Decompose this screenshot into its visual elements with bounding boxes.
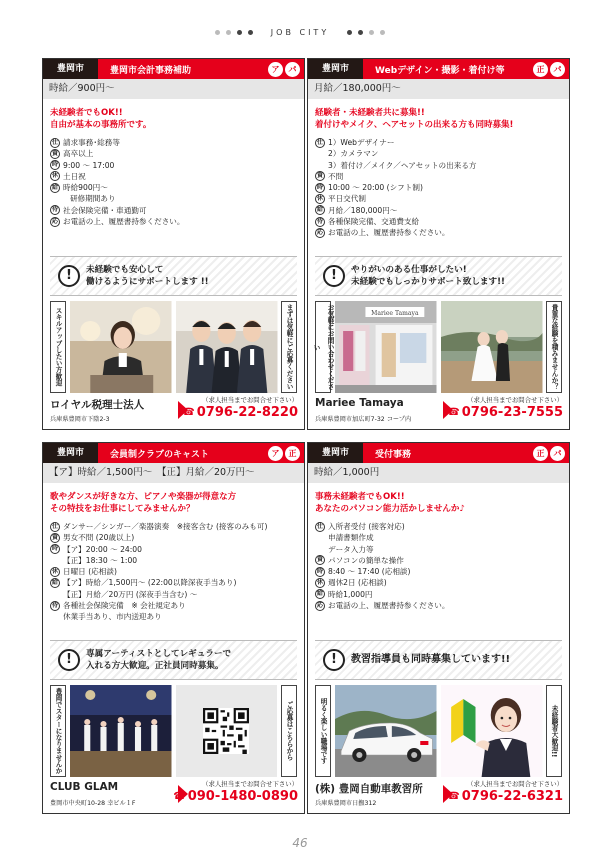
photo-caption-left: 明るく楽しい職場です [315, 685, 331, 777]
left-dots [215, 30, 253, 35]
detail-hours: 時 9:00 ～ 17:00 [51, 160, 115, 170]
business-name: CLUB GLAM [50, 781, 119, 793]
photo-business-team [176, 301, 278, 393]
contact-footer [315, 779, 565, 815]
contact-footer [50, 779, 300, 815]
notice-box: ! 教習指導員も同時募集しています!! [315, 640, 562, 680]
badge-part: パ [550, 446, 565, 461]
business-address: 兵庫県豊岡市下陰2-3 [50, 416, 110, 423]
detail-holidays: 休 週休2日 (応相談) [316, 578, 387, 588]
detail-work: 仕 請求事務･総務等 [51, 138, 120, 147]
detail-work: 仕 1）Webデザイナー [316, 138, 395, 147]
contact-footer [50, 395, 300, 431]
city-label: 豊岡市 [308, 59, 363, 79]
notice-box: ! やりがいのある仕事がしたい! 未経験でもしっかりサポート致します!! [315, 256, 562, 296]
contact-note: （求人担当までお問合せ下さい） [467, 780, 563, 788]
phone-icon: ☎ [173, 791, 186, 802]
badge-part: パ [285, 62, 300, 77]
badge-arubaito: ア [268, 446, 283, 461]
exclamation-icon: ! [58, 265, 80, 287]
city-label: 豊岡市 [43, 443, 98, 463]
detail-qualification: 資 パソコンの簡単な操作 [316, 555, 404, 565]
catchcopy: 事務未経験者でもOK!! あなたのパソコン能力活かしませんか♪ [315, 492, 465, 514]
badge-part: パ [550, 62, 565, 77]
detail-benefits: 待 社会保険完備・車通勤可 [51, 205, 147, 215]
job-details: 仕 ダンサー／シンガー／楽器演奏 ※接客含む (接客のみも可) 資 男女不問 (20歳以上) 時 【ア】20:00 ～ 24:00 【正】18:30 ～ 1:00 休 日曜日 (応相談) 給 【ア】時給／1,500円～ (22:00以降深夜手当あり) 【正】月給／20万円 (深夜手当含む) ～ 待 各種社会保険完備 ※ 会社規定あり 休業手当あり、市内送迎あり [50, 521, 300, 623]
detail-salary: 給 時給900円～ [51, 183, 108, 193]
wage: 【ア】時給／1,500円～ 【正】月給／20万円～ [43, 463, 304, 483]
business-address: 兵庫県豊岡市日撫312 [315, 800, 377, 807]
job-title: Webデザイン・撮影・着付け等 [375, 65, 505, 76]
job-title: 受付事務 [375, 449, 412, 460]
qr-code[interactable] [176, 685, 278, 777]
detail-holidays: 休 土日祝 [51, 171, 86, 181]
city-label: 豊岡市 [308, 443, 363, 463]
right-dots [347, 30, 385, 35]
exclamation-icon: ! [58, 649, 80, 671]
phone-number[interactable]: ☎ 0796-23-7555 [447, 405, 563, 420]
card-header [308, 443, 569, 463]
photo-training-car [335, 685, 437, 777]
card-header [43, 59, 304, 79]
job-card-reception [307, 442, 570, 814]
contact-note: （求人担当までお問合せ下さい） [467, 396, 563, 404]
phone-icon: ☎ [182, 407, 195, 418]
detail-apply: 応 お電話の上、履歴書持参ください。 [51, 217, 185, 227]
photo-storefront [335, 301, 437, 393]
photo-caption-right: ご応募はこちらから [281, 685, 297, 777]
contact-note: （求人担当までお問合せ下さい） [202, 396, 298, 404]
catchcopy: 未経験者でもOK!! 自由が基本の事務所です。 [50, 108, 152, 130]
photo-row [50, 685, 297, 777]
job-details: 仕 入所者受付 (接客対応) 申請書類作成 データ入力等 資 パソコンの簡単な操作 時 8:40 ～ 17:40 (応相談) 休 週休2日 (応相談) 給 時給1,000円 応 お電話の上、履歴書持参ください。 [315, 521, 565, 611]
shop-sign: Mariee Tamaya [371, 310, 419, 317]
detail-qualification: 資 男女不問 (20歳以上) [51, 533, 135, 543]
badge-seishain: 正 [533, 446, 548, 461]
wage: 時給／1,000円 [308, 463, 569, 483]
photo-caption-right: まずは気軽にご応募ください [281, 301, 297, 393]
page-number: 46 [292, 836, 308, 850]
detail-qualification: 資 不問 [316, 171, 344, 181]
qr-code-icon [203, 708, 249, 754]
detail-work: 仕 入所者受付 (接客対応) [316, 522, 405, 531]
employment-badges [533, 62, 569, 77]
photo-caption-right: 未経験者大歓迎!! [546, 685, 562, 777]
photo-row [50, 301, 297, 393]
photo-row [315, 685, 562, 777]
photo-woman-office [70, 301, 172, 393]
wage: 時給／900円～ [43, 79, 304, 99]
business-name: (株) 豊岡自動車教習所 [315, 783, 423, 795]
detail-benefits: 待 各種保険完備、交通費支給 [316, 217, 420, 227]
detail-hours: 時 【ア】20:00 ～ 24:00 [51, 544, 142, 554]
card-header [43, 443, 304, 463]
card-header [308, 59, 569, 79]
detail-hours: 時 10:00 ～ 20:00 (シフト制) [316, 183, 423, 193]
phone-number[interactable]: ☎ 090-1480-0890 [173, 789, 298, 804]
badge-seishain: 正 [533, 62, 548, 77]
photo-wedding-couple [441, 301, 543, 393]
catchcopy: 経験者・未経験者共に募集!! 着付けやメイク、ヘアセットの出来る方も同時募集! [315, 108, 514, 130]
job-title: 豊岡市会計事務補助 [110, 65, 192, 76]
detail-salary: 給 月給／180,000円～ [316, 205, 398, 215]
job-card-accounting [42, 58, 305, 430]
photo-caption-left: 豊岡でスターになりませんか [50, 685, 66, 777]
badge-seishain: 正 [285, 446, 300, 461]
job-card-club-cast [42, 442, 305, 814]
employment-badges [268, 446, 304, 461]
detail-holidays: 休 日曜日 (応相談) [51, 567, 117, 577]
photo-stage-performers [70, 685, 172, 777]
detail-apply: 応 お電話の上、履歴書持参ください。 [316, 601, 450, 611]
city-label: 豊岡市 [43, 59, 98, 79]
business-name: ロイヤル税理士法人 [50, 399, 145, 411]
contact-note: （求人担当までお問合せ下さい） [202, 780, 298, 788]
business-address: 豊岡市中央町10-28 幸ビル１F [50, 800, 136, 807]
detail-apply: 応 お電話の上、履歴書持参ください。 [316, 228, 450, 238]
employment-badges [533, 446, 569, 461]
masthead-title: JOB CITY [270, 27, 330, 37]
notice-box: ! 専属アーティストとしてレギュラーで 入れる方大歓迎。正社員同時募集。 [50, 640, 297, 680]
notice-box: ! 未経験でも安心して 働けるようにサポートします !! [50, 256, 297, 296]
job-title: 会員制クラブのキャスト [110, 449, 210, 460]
detail-qualification: 資 高卒以上 [51, 149, 94, 159]
exclamation-icon: ! [323, 649, 345, 671]
detail-salary: 給 時給1,000円 [316, 589, 373, 599]
phone-icon: ☎ [447, 791, 460, 802]
business-name: Mariee Tamaya [315, 397, 404, 409]
phone-number[interactable]: ☎ 0796-22-6321 [447, 789, 563, 804]
business-address: 兵庫県豊岡市加広町7-32 コープ内 [315, 416, 412, 423]
badge-arubaito: ア [268, 62, 283, 77]
job-card-bridal [307, 58, 570, 430]
photo-caption-right: 貴重な経験を積みませんか？ [546, 301, 562, 393]
detail-work: 仕 ダンサー／シンガー／楽器演奏 ※接客含む (接客のみも可) [51, 522, 268, 531]
phone-icon: ☎ [447, 407, 460, 418]
photo-caption-left: スキルアップしたい方歓迎 [50, 301, 66, 393]
photo-row [312, 301, 562, 393]
catchcopy: 歌やダンスが好きな方、ピアノや楽器が得意な方 その特技をお仕事にしてみませんか？ [50, 492, 237, 514]
job-details: 仕 請求事務･総務等 資 高卒以上 時 9:00 ～ 17:00 休 土日祝 給 時給900円～ 研修期間あり 待 社会保険完備・車通勤可 応 お電話の上、履歴書持参ください。 [50, 137, 300, 227]
job-details: 仕 1）Webデザイナー 2）カメラマン 3）着付け／メイク／ヘアセットの出来る方 資 不問 時 10:00 ～ 20:00 (シフト制) 休 平日交代制 給 月給／180,000円～ 待 各種保険完備、交通費支給 応 お電話の上、履歴書持参ください。 [315, 137, 565, 239]
employment-badges [268, 62, 304, 77]
masthead [0, 25, 600, 39]
detail-hours: 時 8:40 ～ 17:40 (応相談) [316, 567, 411, 577]
exclamation-icon: ! [323, 265, 345, 287]
illustration-instructor [441, 685, 543, 777]
detail-salary: 給 【ア】時給／1,500円～ (22:00以降深夜手当あり) [51, 578, 237, 588]
phone-number[interactable]: ☎ 0796-22-8220 [182, 405, 298, 420]
contact-footer [315, 395, 565, 431]
photo-caption-left: お気軽にお問い合わせください [315, 301, 331, 393]
wage: 月給／180,000円～ [308, 79, 569, 99]
detail-holidays: 休 平日交代制 [316, 194, 366, 204]
detail-benefits: 待 各種社会保険完備 ※ 会社規定あり [51, 601, 186, 611]
